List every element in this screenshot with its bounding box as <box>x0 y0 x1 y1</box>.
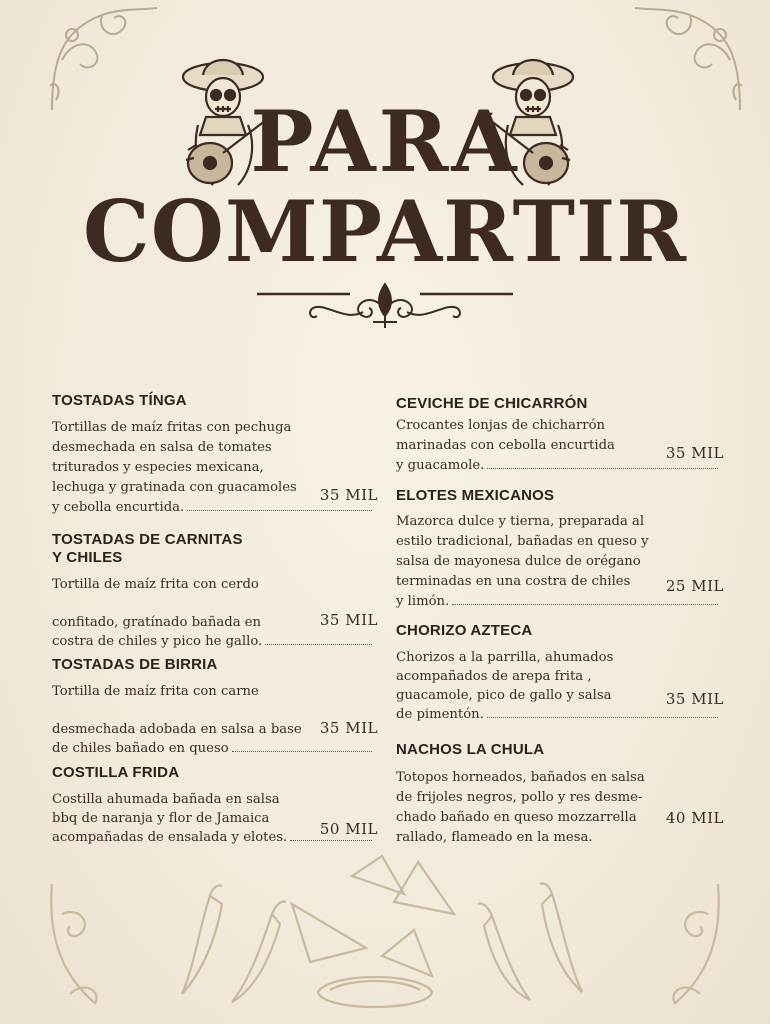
desc-line: Tortilla de maíz frita con carne <box>52 684 259 699</box>
menu-item <box>52 531 378 651</box>
desc-text: rallado, flameado en la mesa. <box>396 830 593 845</box>
desc-line <box>396 592 724 612</box>
item-name: ELOTES MEXICANOS <box>396 487 555 504</box>
menu-item <box>396 395 724 476</box>
desc-line <box>52 739 378 758</box>
item-name <box>52 531 378 567</box>
item-price: 50 MIL <box>319 820 378 838</box>
fleur-de-lis-flourish-icon <box>255 282 515 332</box>
ornamental-corner-icon <box>51 884 96 1004</box>
desc-line: terminadas en una costra de chiles <box>396 574 631 589</box>
desc-line: triturados y especies mexicana, <box>52 460 264 475</box>
nacho-chip-icon <box>292 904 366 962</box>
item-price: 35 MIL <box>665 444 724 462</box>
desc-line: guacamole, pico de gallo y salsa <box>396 688 612 703</box>
chili-pepper-icon <box>542 894 582 992</box>
item-name-line: TOSTADAS DE CARNITAS <box>52 531 243 548</box>
desc-text: costra de chiles y pico he gallo. <box>52 634 263 649</box>
menu-item <box>52 764 378 847</box>
desc-line: confitado, gratínado bañada en <box>52 615 262 630</box>
item-price: 35 MIL <box>319 719 378 737</box>
bottom-decoration <box>0 844 770 1024</box>
leader-dots <box>265 632 372 645</box>
nacho-chip-icon <box>394 862 454 914</box>
desc-text: y limón. <box>396 594 450 609</box>
menu-item <box>396 741 724 848</box>
page-title-line-1: PARA <box>250 92 520 191</box>
item-description <box>396 512 724 612</box>
desc-line: Chorizos a la parrilla, ahumados <box>396 650 614 665</box>
ornamental-corner-icon <box>673 884 718 1004</box>
desc-line: desmechada en salsa de tomates <box>52 440 272 455</box>
page-title-line-2: COMPARTIR <box>82 182 688 281</box>
item-name: CEVICHE DE CHICARRÓN <box>396 395 588 412</box>
item-description <box>396 768 724 848</box>
menu-item <box>52 656 378 758</box>
desc-line: Tortilla de maíz frita con cerdo <box>52 577 259 592</box>
item-name: TOSTADAS DE BIRRIA <box>52 656 218 673</box>
item-name: NACHOS LA CHULA <box>396 741 545 758</box>
desc-line: salsa de mayonesa dulce de orégano <box>396 554 641 569</box>
desc-line: estilo tradicional, bañadas en queso y <box>396 534 649 549</box>
chili-pepper-icon <box>484 916 530 1000</box>
desc-text: de pimentón. <box>396 707 484 722</box>
item-description <box>52 790 378 847</box>
leader-dots <box>596 829 718 841</box>
desc-text: y cebolla encurtida. <box>52 500 185 515</box>
leader-dots <box>232 739 372 752</box>
desc-line: acompañados de arepa frita , <box>396 669 592 684</box>
menu-item <box>52 392 378 518</box>
desc-line: Tortillas de maíz fritas con pechuga <box>52 420 292 435</box>
desc-text: de chiles bañado en queso <box>52 741 229 756</box>
desc-line: bbq de naranja y flor de Jamaica <box>52 811 270 826</box>
desc-line <box>52 632 378 651</box>
item-description <box>396 648 724 724</box>
desc-text: y guacamole. <box>396 458 485 473</box>
menu-item <box>396 487 724 612</box>
desc-line: Crocantes lonjas de chicharrón <box>396 418 606 433</box>
chili-pepper-icon <box>232 914 280 1002</box>
desc-text: acompañadas de ensalada y elotes. <box>52 830 288 845</box>
desc-line <box>52 701 378 720</box>
desc-line: desmechada adobada en salsa a base <box>52 722 302 737</box>
item-price: 35 MIL <box>665 690 724 708</box>
item-name: CHORIZO AZTECA <box>396 622 533 639</box>
menu-item <box>396 622 724 724</box>
item-price: 25 MIL <box>665 577 724 595</box>
nacho-chip-icon <box>352 856 404 894</box>
desc-line: de frijoles negros, pollo y res desme- <box>396 790 643 805</box>
desc-line: Costilla ahumada bañada en salsa <box>52 792 280 807</box>
item-name-line: Y CHILES <box>52 549 123 566</box>
nacho-chip-icon <box>382 930 432 976</box>
desc-line: marinadas con cebolla encurtida <box>396 438 615 453</box>
item-price: 35 MIL <box>319 611 378 629</box>
desc-line: chado bañado en queso mozzarrella <box>396 810 637 825</box>
item-price: 40 MIL <box>665 809 724 827</box>
chili-pepper-icon <box>182 896 222 994</box>
desc-line: Totopos horneados, bañados en salsa <box>396 770 645 785</box>
desc-line: Mazorca dulce y tierna, preparada al <box>396 514 645 529</box>
desc-line: lechuga y gratinada con guacamoles <box>52 480 297 495</box>
item-name: TOSTADAS TÍNGA <box>52 392 187 409</box>
item-name: COSTILLA FRIDA <box>52 764 180 781</box>
item-price: 35 MIL <box>319 486 378 504</box>
